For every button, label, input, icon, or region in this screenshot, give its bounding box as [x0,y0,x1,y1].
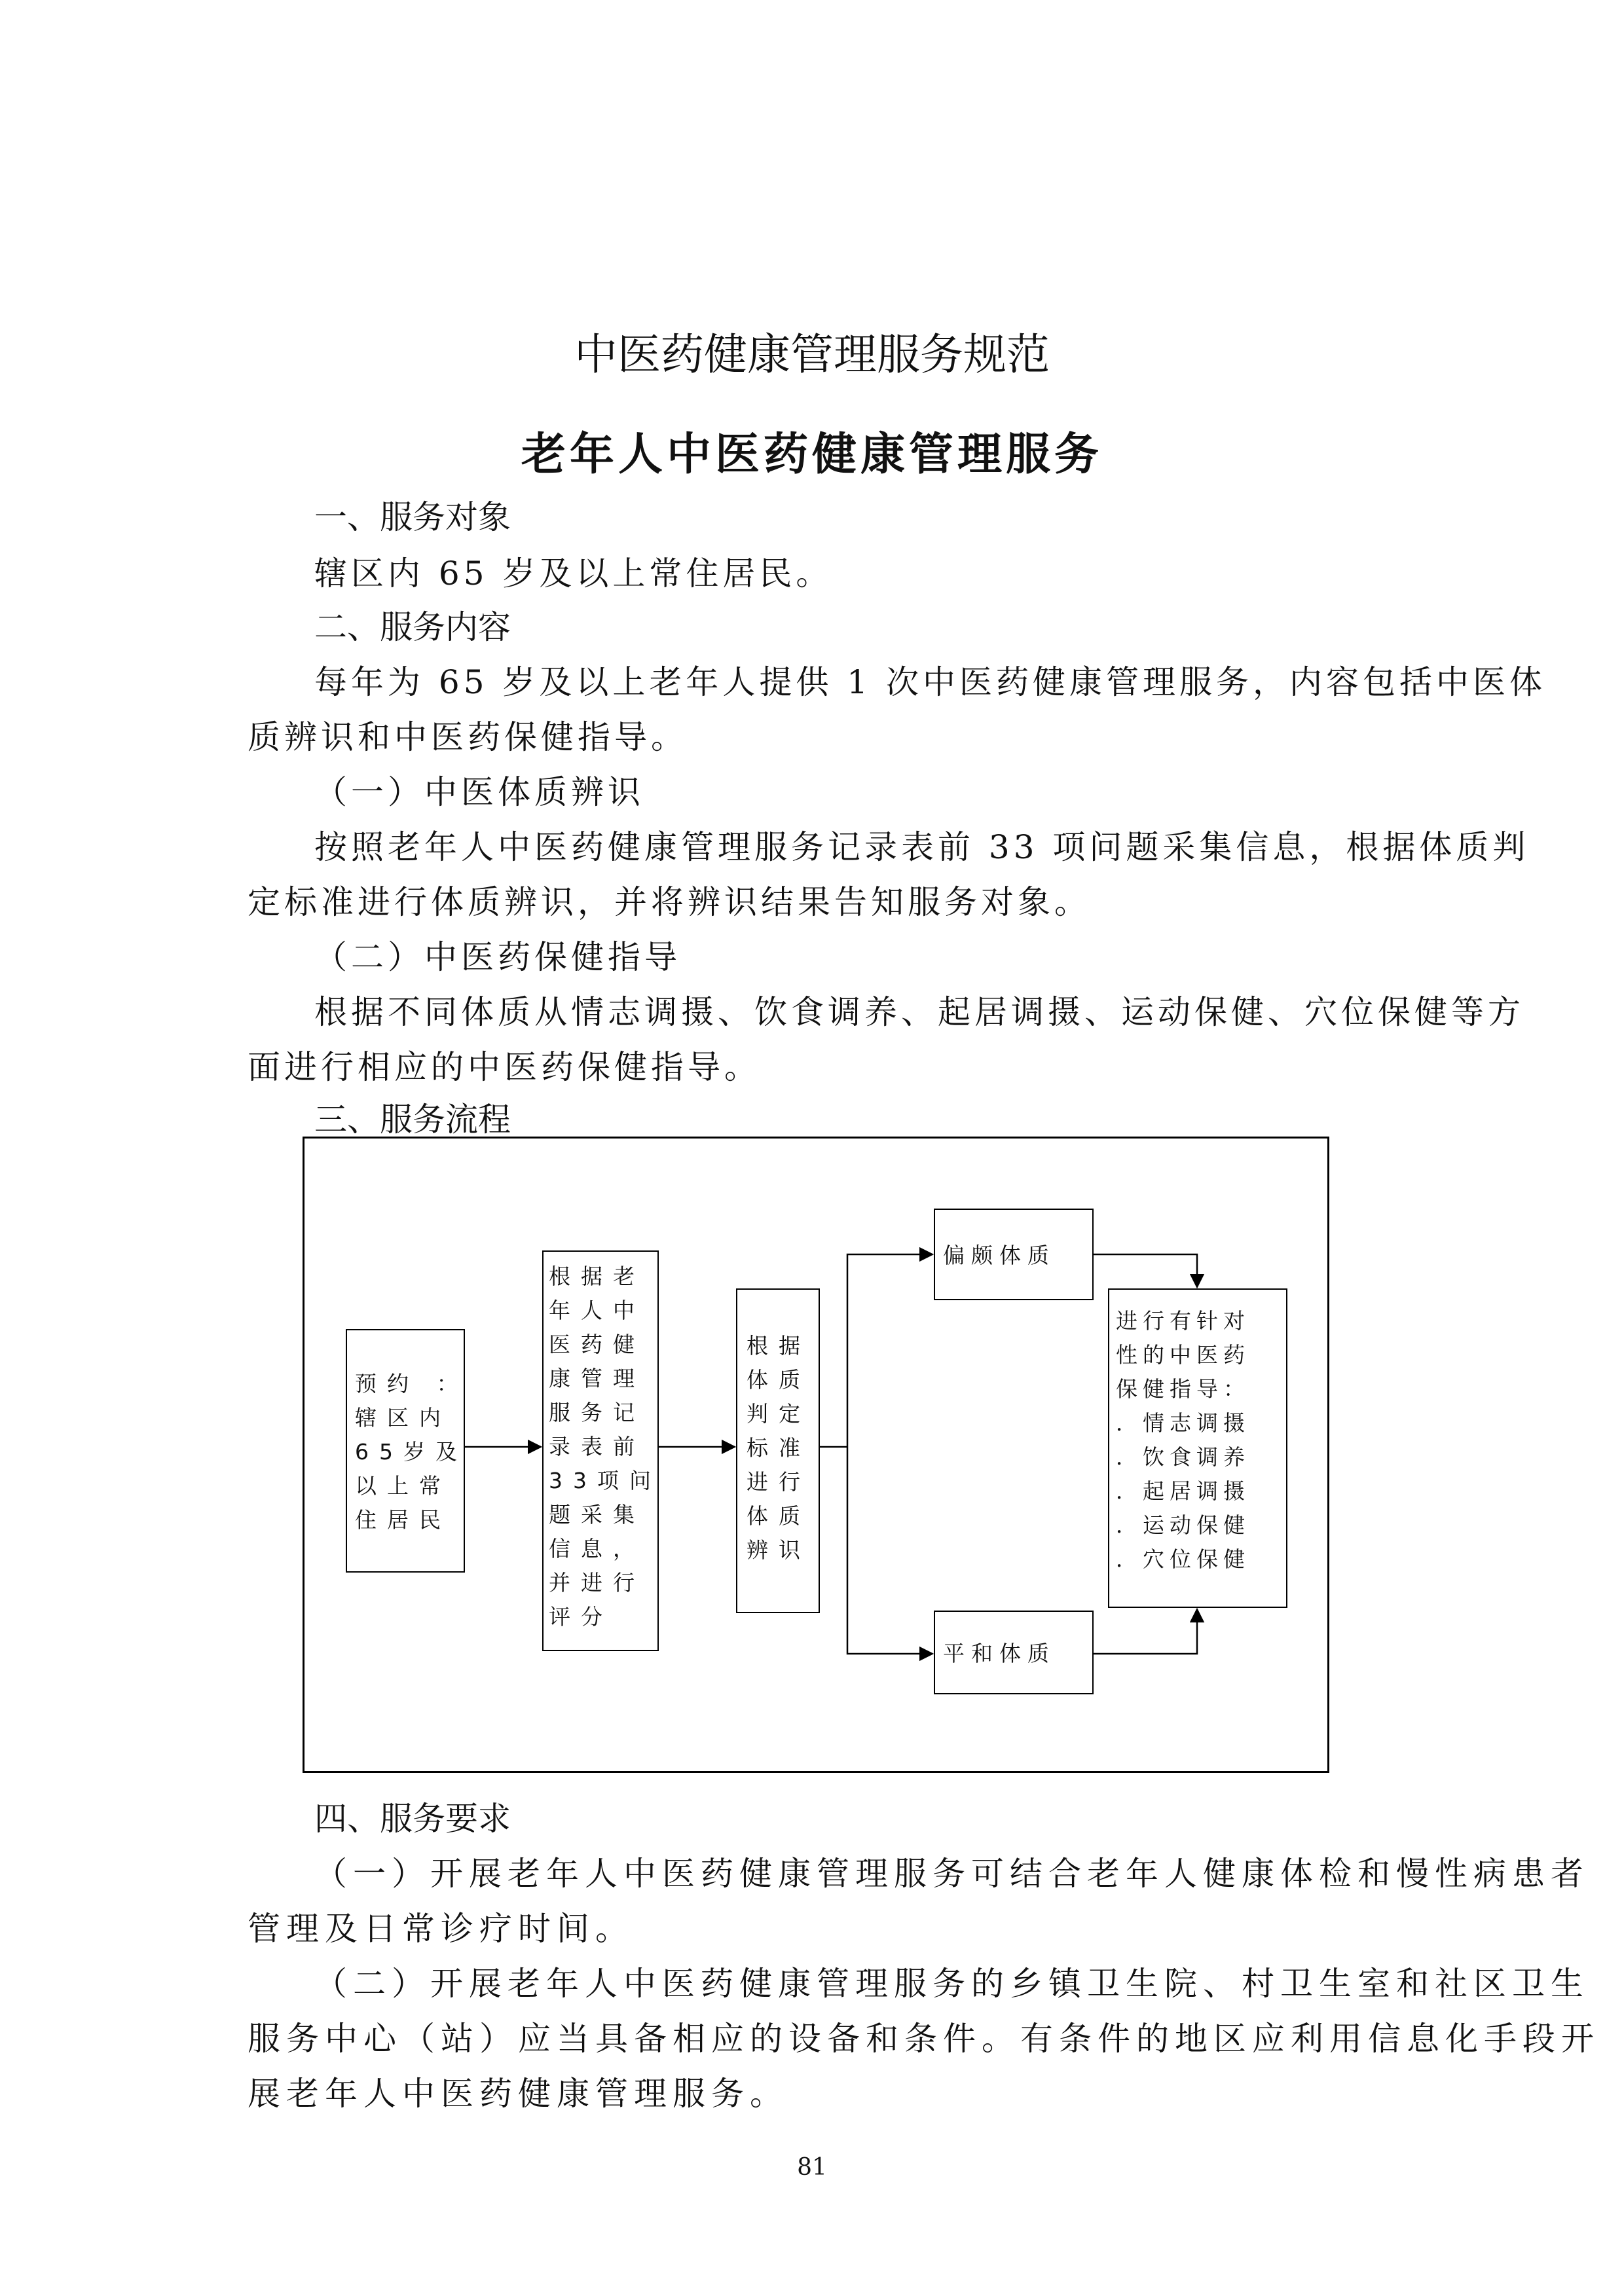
section1-text: 辖区内 65 岁及以上常住居民。 [314,555,833,592]
section2-paragraph-line1: 每年为 65 岁及以上老年人提供 1 次中医药健康管理服务，内容包括中医体 [314,663,1547,701]
flow-box-appointment-text: 预约 ： 辖区内 65岁及 以上常 住居民 [355,1371,469,1533]
section4-heading: 四、服务要求 [314,1800,511,1838]
flow-box-biased-constitution-text: 偏颇体质 [943,1243,1056,1268]
arrow-balanced-to-guidance [1094,1609,1197,1654]
sub2-heading: （二）中医药保健指导 [314,938,681,976]
flow-box-questionnaire-text: 根据老 年人中 医药健 康管理 服务记 录表前 33项问 题采集 信息， 并进行 评分 [549,1264,661,1630]
sub2-line2: 面进行相应的中医药保健指导。 [248,1048,761,1086]
arrow-to-biased-constitution [847,1254,932,1447]
requirement2-line3: 展老年人中医药健康管理服务。 [248,2075,788,2113]
requirement2-line2: 服务中心（站）应当具备相应的设备和条件。有条件的地区应利用信息化手段开 [248,2020,1600,2058]
requirement1-line2: 管理及日常诊疗时间。 [248,1910,634,1948]
sub1-line1: 按照老年人中医药健康管理服务记录表前 33 项问题采集信息，根据体质判 [314,828,1530,866]
flow-box-constitution-assessment-text: 根据 体质 判定 标准 进行 体质 辨识 [747,1333,811,1563]
page-number: 81 [797,2154,827,2181]
flow-box-health-guidance-text: 进行有针对 性的中医药 保健指导： ．情志调摄 ．饮食调养 ．起居调摄 ．运动保健 ．穴位保健 [1116,1308,1250,1572]
section1-heading: 一、服务对象 [314,498,511,536]
section2-heading: 二、服务内容 [314,608,511,646]
document-title: 中医药健康管理服务规范 [574,329,1050,380]
requirement2-line1: （二）开展老年人中医药健康管理服务的乡镇卫生院、村卫生室和社区卫生 [314,1965,1589,2003]
requirement1-line1: （一）开展老年人中医药健康管理服务可结合老年人健康体检和慢性病患者 [314,1855,1589,1893]
document-subtitle: 老年人中医药健康管理服务 [521,429,1103,481]
sub1-heading: （一）中医体质辨识 [314,773,644,811]
arrow-to-balanced-constitution [847,1447,932,1654]
section3-heading: 三、服务流程 [314,1101,511,1139]
sub1-line2: 定标准进行体质辨识，并将辨识结果告知服务对象。 [248,883,1091,921]
flow-box-balanced-constitution-text: 平和体质 [943,1641,1056,1666]
arrow-biased-to-guidance [1094,1254,1197,1287]
section2-paragraph-line2: 质辨识和中医药保健指导。 [248,718,688,756]
sub2-line1: 根据不同体质从情志调摄、饮食调养、起居调摄、运动保健、穴位保健等方 [314,993,1524,1031]
